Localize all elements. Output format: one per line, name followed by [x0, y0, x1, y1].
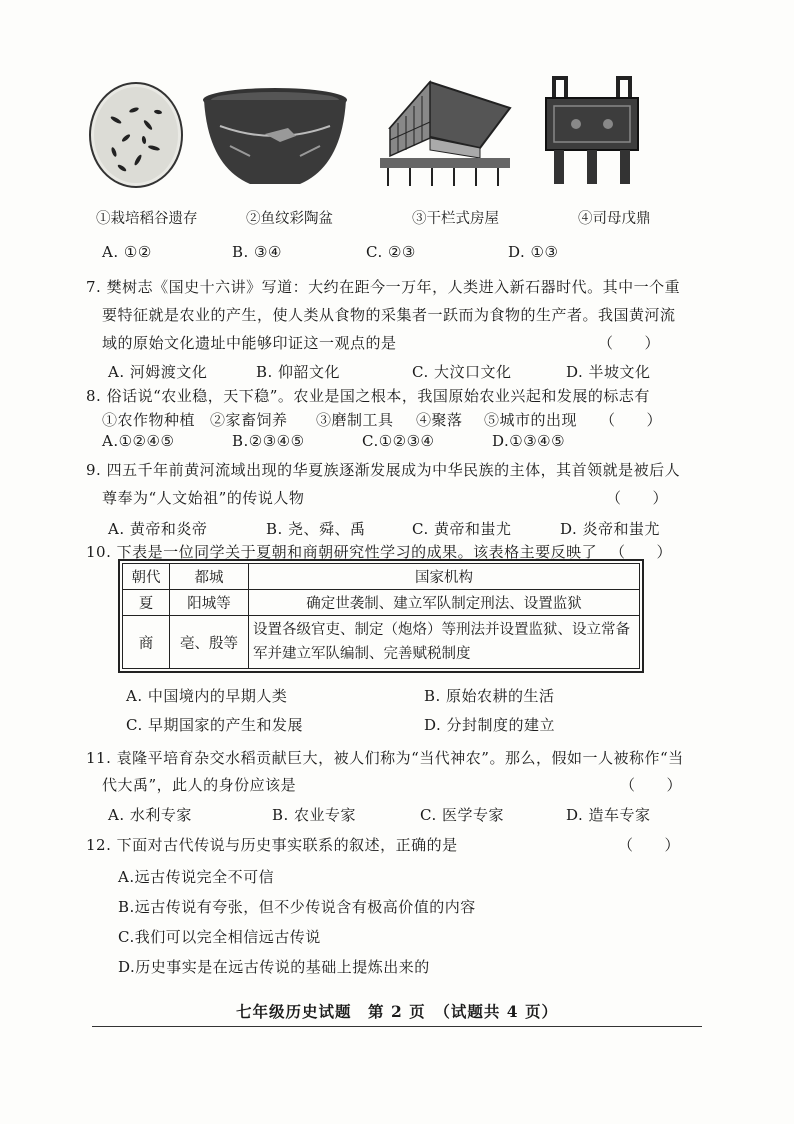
q8-stem: 8. 俗话说“农业稳，天下稳”。农业是国之根本，我国原始农业兴起和发展的标志有	[86, 387, 650, 405]
q11-stem-line2: 代大禹”，此人的身份应该是	[102, 776, 297, 794]
q9-answer-bracket: （ ）	[606, 489, 669, 507]
table-row	[123, 590, 640, 616]
q9-stem-line1: 9. 四五千年前黄河流域出现的华夏族逐渐发展成为中华民族的主体，其首领就是被后人	[86, 461, 681, 479]
q7-stem-line3: 域的原始文化遗址中能够印证这一观点的是	[102, 334, 397, 352]
table-header-row	[123, 564, 640, 590]
q10-stem: 10. 下表是一位同学关于夏朝和商朝研究性学习的成果。该表格主要反映了	[86, 543, 598, 561]
q12-option-d: D.历史事实是在远古传说的基础上提炼出来的	[118, 958, 430, 976]
q6-option-d: D. ①③	[508, 243, 559, 261]
q6-option-c: C. ②③	[366, 243, 416, 261]
q11-stem-line1: 11. 袁隆平培育杂交水稻贡献巨大，被人们称为“当代神农”。那么，假如一人被称作“当	[86, 749, 684, 767]
q6-option-b: B. ③④	[232, 243, 282, 261]
q10-option-b: B. 原始农耕的生活	[424, 687, 555, 705]
rice-remains-image	[86, 80, 186, 190]
q12-option-c: C.我们可以完全相信远古传说	[118, 928, 321, 946]
q8-option-a: A.①②④⑤	[102, 432, 175, 450]
q11-option-b: B. 农业专家	[272, 806, 357, 824]
q8-option-b: B.②③④⑤	[232, 432, 305, 450]
caption-fish-pottery: ②鱼纹彩陶盆	[246, 211, 333, 227]
simuwu-ding-image	[540, 76, 644, 188]
stilt-house-image	[370, 78, 520, 190]
q8-item-3: ③磨制工具	[316, 411, 394, 429]
q7-answer-bracket: （ ）	[598, 334, 661, 352]
q12-stem: 12. 下面对古代传说与历史事实联系的叙述，正确的是	[86, 836, 458, 854]
q9-option-d: D. 炎帝和蚩尤	[560, 520, 661, 538]
q8-item-2: ②家畜饲养	[210, 411, 288, 429]
q9-option-b: B. 尧、舜、禹	[266, 520, 366, 538]
q12-answer-bracket: （ ）	[618, 836, 681, 854]
fish-pottery-basin-image	[200, 86, 350, 188]
q10-option-d: D. 分封制度的建立	[424, 716, 556, 734]
caption-simuwu-ding: ④司母戊鼎	[578, 211, 651, 227]
q9-option-a: A. 黄帝和炎帝	[108, 520, 208, 538]
q8-item-4: ④聚落	[416, 411, 463, 429]
table-cell-dynasty: 商	[123, 616, 170, 669]
table-header-dynasty: 朝代	[123, 564, 170, 590]
q12-option-b: B.远古传说有夸张，但不少传说含有极高价值的内容	[118, 898, 476, 916]
q8-item-5: ⑤城市的出现	[484, 411, 578, 429]
q11-answer-bracket: （ ）	[620, 776, 683, 794]
table-cell-dynasty: 夏	[123, 590, 170, 616]
table-header-institutions: 国家机构	[249, 564, 640, 590]
q7-option-d: D. 半坡文化	[566, 363, 651, 381]
q7-option-c: C. 大汶口文化	[412, 363, 512, 381]
table-cell-capital: 阳城等	[170, 590, 249, 616]
table-cell-capital: 亳、殷等	[170, 616, 249, 669]
q10-table	[122, 563, 640, 669]
footer-divider	[92, 1026, 702, 1027]
q11-option-c: C. 医学专家	[420, 806, 504, 824]
table-cell-institutions: 设置各级官吏、制定（炮烙）等刑法并设置监狱、设立常备军并建立军队编制、完善赋税制度	[249, 616, 640, 669]
q9-stem-line2: 尊奉为“人文始祖”的传说人物	[102, 489, 305, 507]
q10-option-c: C. 早期国家的产生和发展	[126, 716, 303, 734]
q8-item-1: ①农作物种植	[102, 411, 196, 429]
caption-stilt-house: ③干栏式房屋	[412, 211, 499, 227]
caption-rice-remains: ①栽培稻谷遗存	[96, 211, 198, 227]
page-footer: 七年级历史试题 第 2 页 （试题共 4 页）	[236, 1002, 558, 1021]
q8-option-c: C.①②③④	[362, 432, 435, 450]
q10-answer-bracket: （ ）	[610, 543, 673, 561]
table-header-capital: 都城	[170, 564, 249, 590]
table-row	[123, 616, 640, 669]
q7-option-b: B. 仰韶文化	[256, 363, 341, 381]
q9-option-c: C. 黄帝和蚩尤	[412, 520, 512, 538]
q10-option-a: A. 中国境内的早期人类	[126, 687, 288, 705]
q8-answer-bracket: （ ）	[600, 411, 663, 429]
q7-stem-line1: 7. 樊树志《国史十六讲》写道：大约在距今一万年，人类进入新石器时代。其中一个重	[86, 278, 681, 296]
q6-option-a: A. ①②	[102, 243, 152, 261]
q7-stem-line2: 要特征就是农业的产生，使人类从食物的采集者一跃而为食物的生产者。我国黄河流	[102, 306, 676, 324]
q12-option-a: A.远古传说完全不可信	[118, 868, 275, 886]
table-cell-institutions: 确定世袭制、建立军队制定刑法、设置监狱	[249, 590, 640, 616]
q11-option-a: A. 水利专家	[108, 806, 192, 824]
q7-option-a: A. 河姆渡文化	[108, 363, 208, 381]
q8-option-d: D.①③④⑤	[492, 432, 566, 450]
q11-option-d: D. 造车专家	[566, 806, 651, 824]
